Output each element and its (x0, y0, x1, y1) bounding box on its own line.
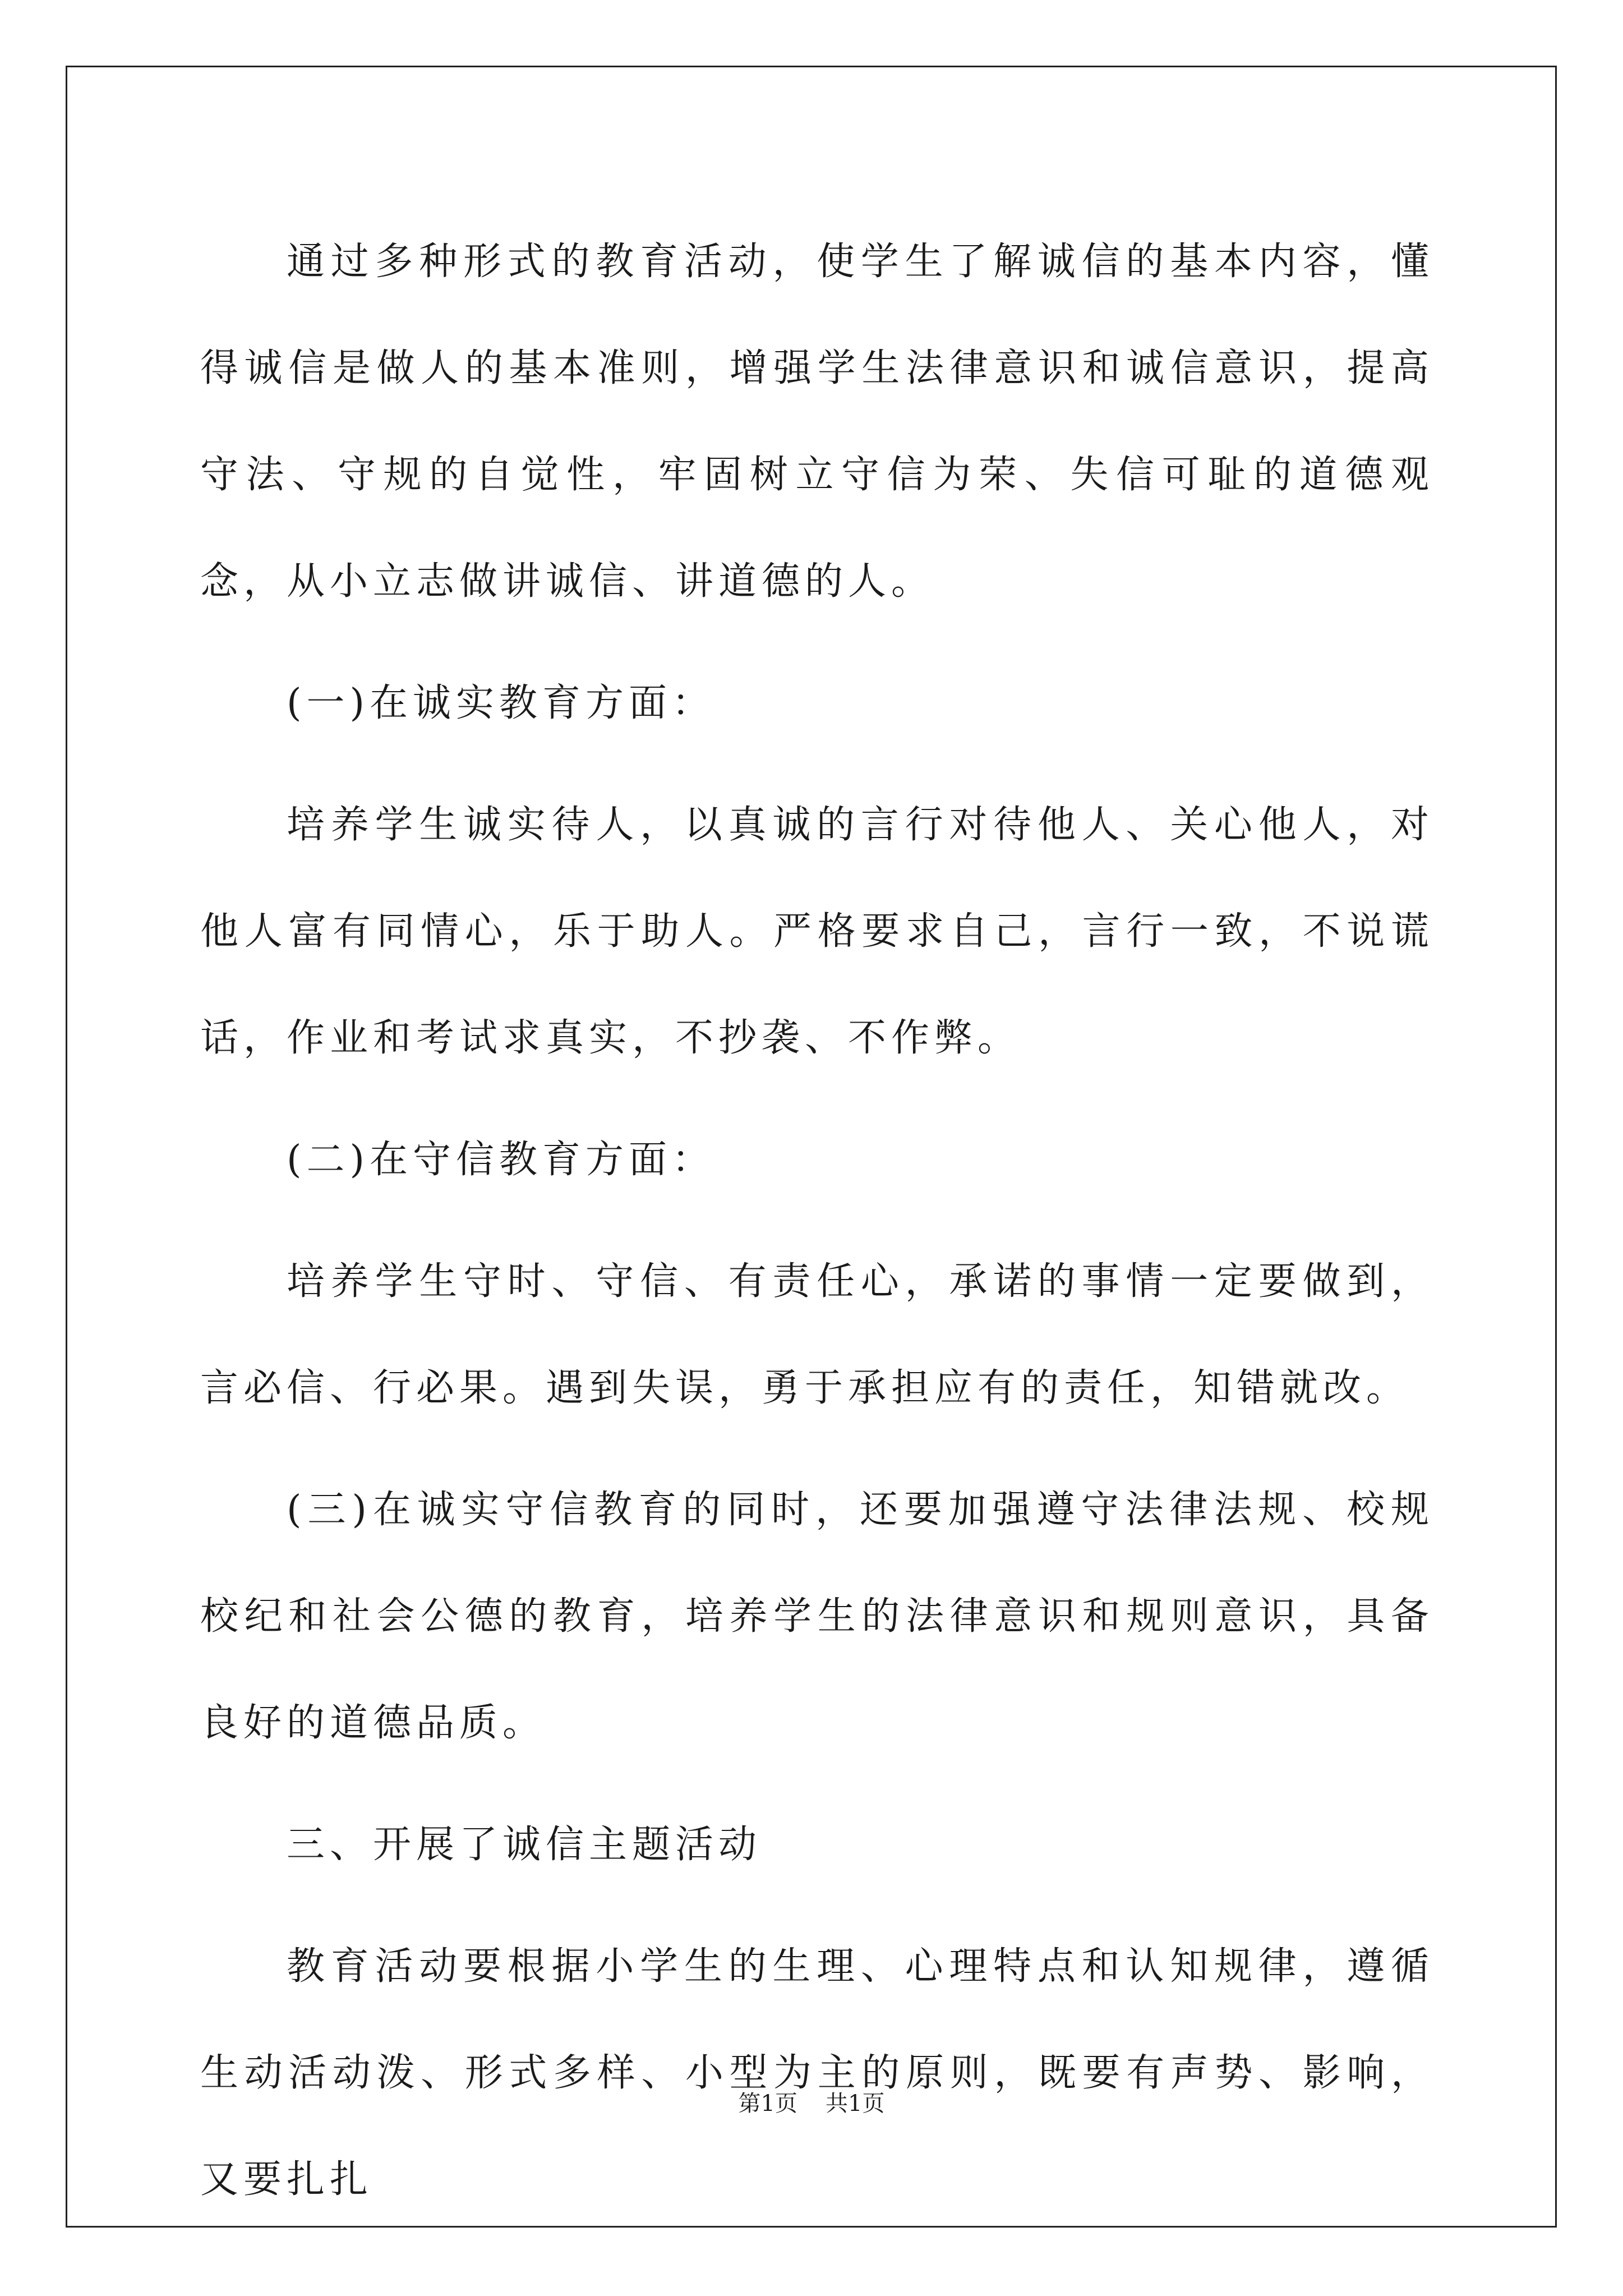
page-number-current: 第1页 (738, 2091, 797, 2116)
paragraph: 通过多种形式的教育活动，使学生了解诚信的基本内容，懂得诚信是做人的基本准则，增强学生法律意识和诚信意识，提高守法、守规的自觉性，牢固树立守信为荣、失信可耻的道德观念，从小立志做讲诚信、讲道德的人。 (200, 240, 1434, 604)
section-heading: (二)在守信教育方面： (287, 1138, 716, 1182)
paragraph: 教育活动要根据小学生的生理、心理特点和认知规律，遵循生动活动泼、形式多样、小型为主的原则，既要有声势、影响，又要扎扎 (200, 1944, 1434, 2202)
section-heading: 三、开展了诚信主题活动 (287, 1823, 762, 1867)
page-number-total: 共1页 (826, 2091, 885, 2116)
section-heading: (一)在诚实教育方面： (287, 681, 716, 725)
paragraph: (三)在诚实守信教育的同时，还要加强遵守法律法规、校规校纪和社会公德的教育，培养学生的法律意识和规则意识，具备良好的道德品质。 (200, 1488, 1434, 1745)
document-body (200, 209, 1434, 2248)
paragraph: 培养学生诚实待人，以真诚的言行对待他人、关心他人，对他人富有同情心，乐于助人。严格要求自己，言行一致，不说谎话，作业和考试求真实，不抄袭、不作弊。 (200, 803, 1434, 1060)
page-footer (0, 2087, 1623, 2120)
paragraph: 培养学生守时、守信、有责任心，承诺的事情一定要做到，言必信、行必果。遇到失误，勇于承担应有的责任，知错就改。 (200, 1259, 1434, 1410)
